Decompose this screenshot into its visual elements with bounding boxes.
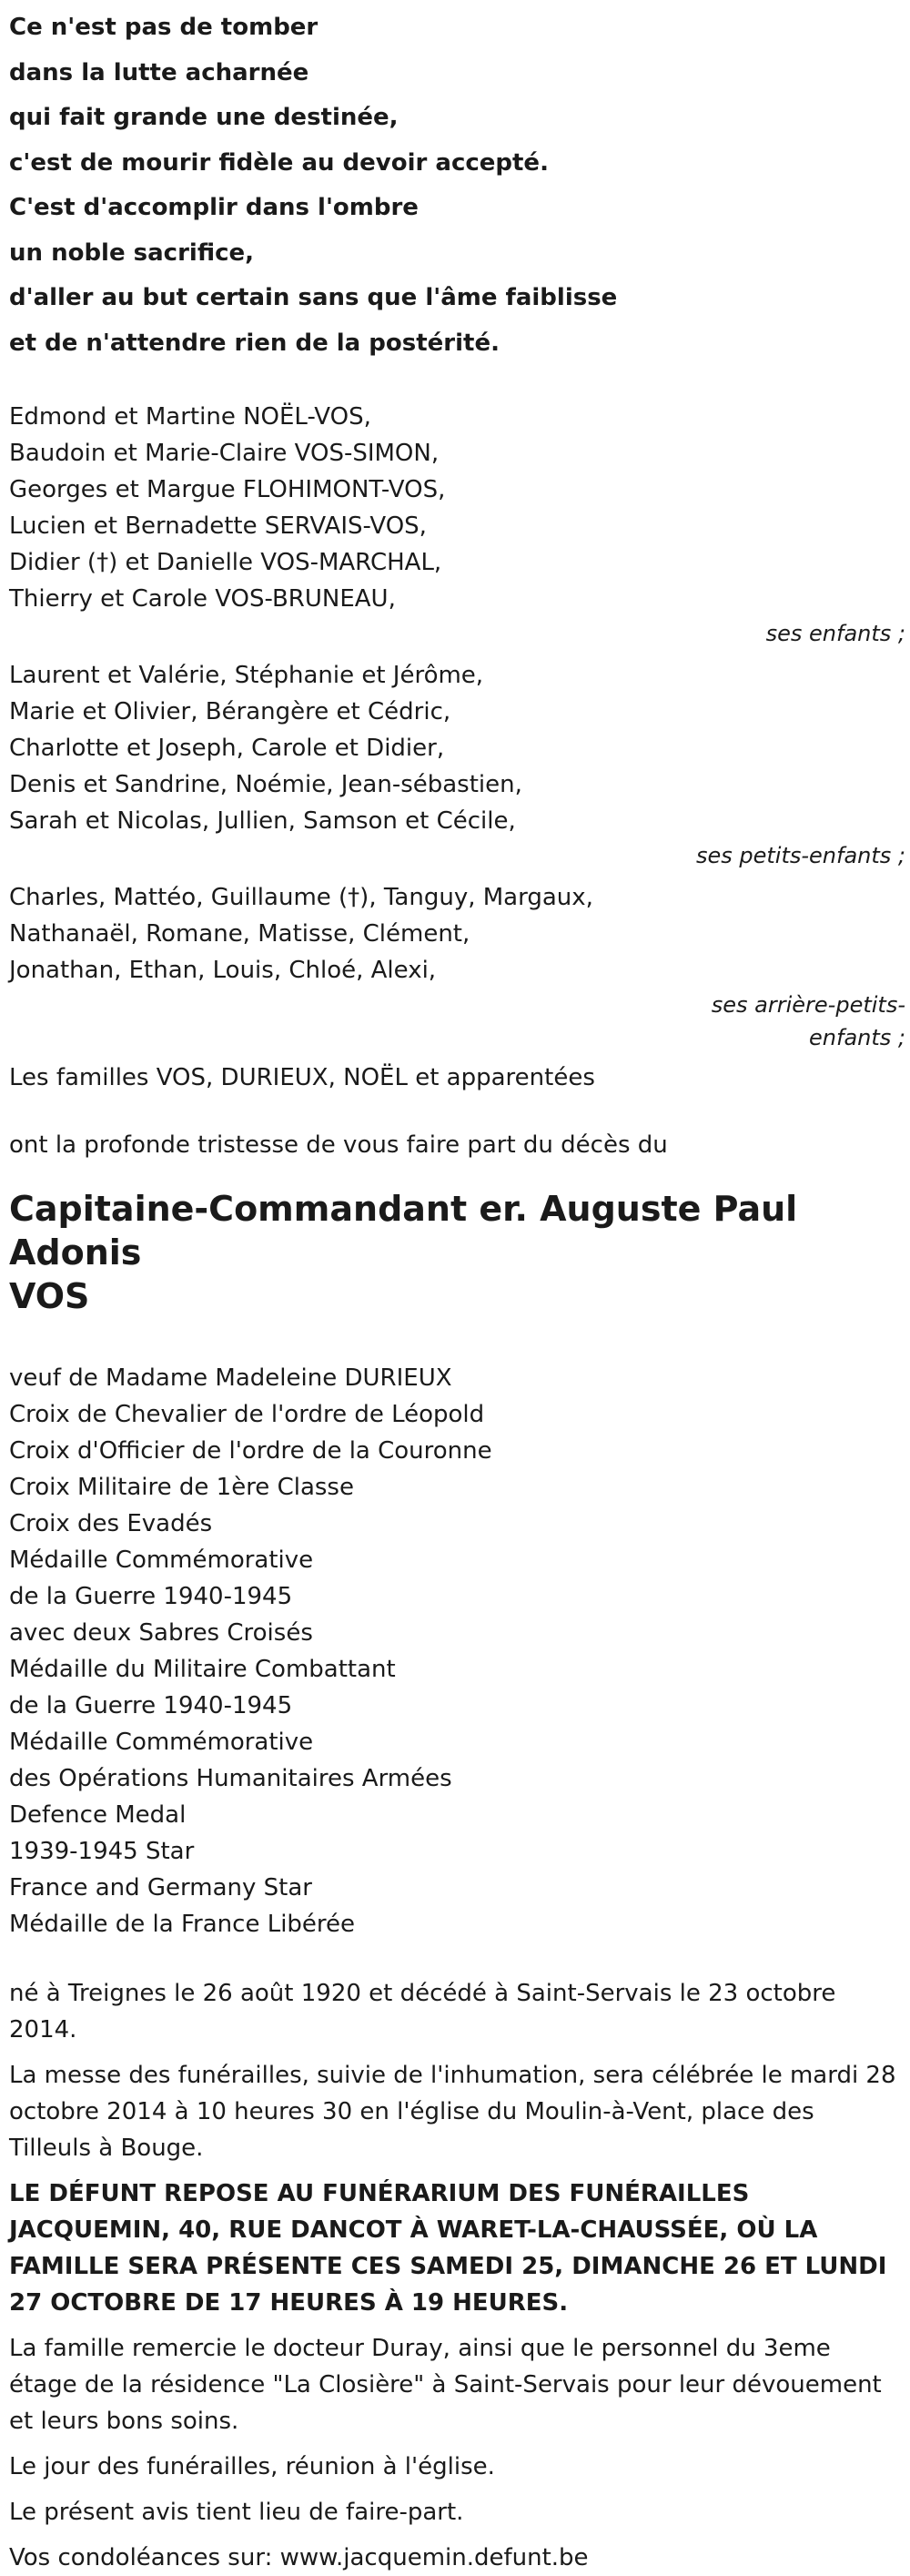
family-line: Lucien et Bernadette SERVAIS-VOS,: [9, 512, 427, 540]
honor-line: Médaille Commémorative: [9, 1547, 314, 1574]
honor-line: veuf de Madame Madeleine DURIEUX: [9, 1364, 452, 1392]
honors-list: [9, 1360, 905, 1942]
honor-line: de la Guerre 1940-1945: [9, 1583, 293, 1610]
deceased-name-line1: Capitaine-Commandant er. Auguste Paul Adonis: [9, 1189, 798, 1273]
reunion-paragraph: Le jour des funérailles, réunion à l'église.: [9, 2453, 495, 2480]
deceased-name: [9, 1187, 883, 1318]
honor-line: Médaille Commémorative: [9, 1729, 314, 1756]
honor-line: Médaille de la France Libérée: [9, 1911, 356, 1938]
obituary-notice: [9, 0, 905, 2576]
family-line: Thierry et Carole VOS-BRUNEAU,: [9, 585, 396, 613]
children-label: ses enfants ;: [765, 621, 905, 646]
grandchildren-group: [9, 657, 905, 872]
announcement-intro: ont la profonde tristesse de vous faire part du décès du: [9, 1131, 668, 1159]
great-grandchildren-label-line1: ses arrière-petits-: [711, 992, 905, 1018]
children-group: [9, 399, 905, 650]
honor-line: Croix de Chevalier de l'ordre de Léopold: [9, 1401, 485, 1428]
family-line: Nathanaël, Romane, Matisse, Clément,: [9, 920, 470, 948]
family-line: Didier (†) et Danielle VOS-MARCHAL,: [9, 549, 442, 576]
thanks-paragraph: La famille remercie le docteur Duray, ainsi que le personnel du 3eme étage de la résidence "La Closière" à Saint-Servais pour leur dévouement et leurs bons soins.: [9, 2335, 882, 2435]
notice-paragraph: Le présent avis tient lieu de faire-part.: [9, 2499, 464, 2526]
poem: [9, 5, 905, 366]
poem-line: un noble sacrifice,: [9, 238, 255, 267]
honor-line: Croix des Evadés: [9, 1510, 213, 1537]
deceased-name-line2: VOS: [9, 1276, 90, 1316]
poem-line: dans la lutte acharnée: [9, 58, 309, 86]
family-list: [9, 399, 905, 1096]
great-grandchildren-label-line2: enfants ;: [809, 1025, 905, 1050]
funerarium-paragraph: LE DÉFUNT REPOSE AU FUNÉRARIUM DES FUNÉRAILLES JACQUEMIN, 40, RUE DANCOT À WARET-LA-CHAUSSÉE, OÙ LA FAMILLE SERA PRÉSENTE CES SAMEDI 25, DIMANCHE 26 ET LUNDI 27 OCTOBRE DE 17 HEURES À 19 HEURES.: [9, 2180, 887, 2317]
family-line: Sarah et Nicolas, Jullien, Samson et Cécile,: [9, 807, 516, 835]
family-line: Baudoin et Marie-Claire VOS-SIMON,: [9, 440, 440, 467]
honor-line: Médaille du Militaire Combattant: [9, 1656, 396, 1683]
family-line: Jonathan, Ethan, Louis, Chloé, Alexi,: [9, 957, 437, 984]
family-line: Laurent et Valérie, Stéphanie et Jérôme,: [9, 662, 484, 689]
grandchildren-label: ses petits-enfants ;: [695, 843, 905, 868]
honor-line: de la Guerre 1940-1945: [9, 1692, 293, 1719]
poem-line: qui fait grande une destinée,: [9, 104, 399, 131]
great-grandchildren-group: [9, 879, 905, 1054]
honor-line: Defence Medal: [9, 1801, 187, 1829]
family-line: Charles, Mattéo, Guillaume (†), Tanguy, Margaux,: [9, 884, 593, 911]
poem-line: d'aller au but certain sans que l'âme faiblisse: [9, 284, 618, 311]
family-line: Marie et Olivier, Bérangère et Cédric,: [9, 698, 451, 725]
honor-line: 1939-1945 Star: [9, 1838, 195, 1865]
family-line: Denis et Sandrine, Noémie, Jean-sébastien,: [9, 771, 522, 798]
poem-line: C'est d'accomplir dans l'ombre: [9, 194, 419, 221]
family-line: Charlotte et Joseph, Carole et Didier,: [9, 735, 445, 762]
condolences-paragraph: Vos condoléances sur: www.jacquemin.defunt.be: [9, 2544, 589, 2571]
honor-line: Croix Militaire de 1ère Classe: [9, 1474, 354, 1501]
honor-line: des Opérations Humanitaires Armées: [9, 1765, 452, 1792]
other-families: Les familles VOS, DURIEUX, NOËL et apparentées: [9, 1064, 595, 1091]
poem-line: Ce n'est pas de tomber: [9, 14, 318, 41]
poem-line: c'est de mourir fidèle au devoir accepté.: [9, 148, 549, 177]
birth-death-paragraph: né à Treignes le 26 août 1920 et décédé à Saint-Servais le 23 octobre 2014.: [9, 1980, 836, 2044]
honor-line: France and Germany Star: [9, 1874, 312, 1902]
poem-line: et de n'attendre rien de la postérité.: [9, 329, 500, 357]
honor-line: avec deux Sabres Croisés: [9, 1619, 313, 1647]
funeral-paragraph: La messe des funérailles, suivie de l'inhumation, sera célébrée le mardi 28 octobre 2014 à 10 heures 30 en l'église du Moulin-à-Vent, place des Tilleuls à Bouge.: [9, 2062, 896, 2162]
family-line: Georges et Margue FLOHIMONT-VOS,: [9, 476, 446, 503]
family-line: Edmond et Martine NOËL-VOS,: [9, 403, 371, 431]
honor-line: Croix d'Officier de l'ordre de la Couronne: [9, 1437, 492, 1465]
